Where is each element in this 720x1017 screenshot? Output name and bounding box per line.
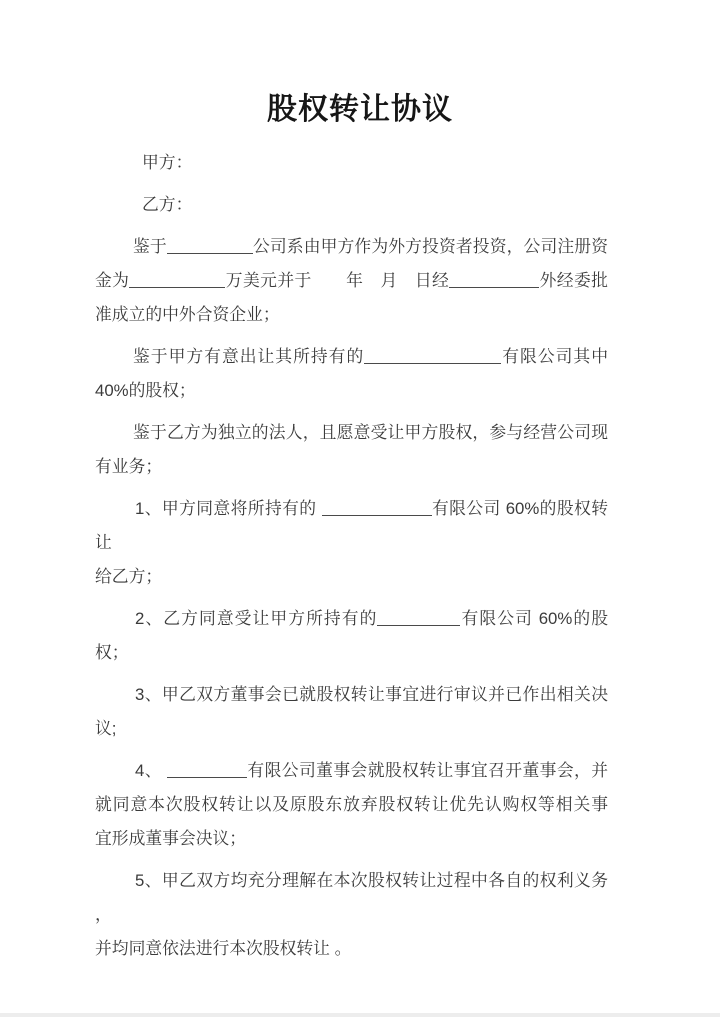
text-line: 议; <box>95 719 117 738</box>
clause-5 <box>95 864 608 966</box>
blank-underline <box>322 515 432 516</box>
party-a-line <box>95 146 608 180</box>
text-line: 权； <box>95 643 129 662</box>
text-line: 乙方： <box>142 195 193 214</box>
recital-2 <box>95 340 608 408</box>
text-line: 准成立的中外合资企业； <box>95 305 280 324</box>
text-line: 宜形成董事会决议； <box>95 829 247 848</box>
blank-underline <box>364 363 501 364</box>
text-line: 鉴于 公司系由甲方作为外方投资者投资，公司注册资 <box>133 237 608 256</box>
text-line: 甲方： <box>142 153 193 172</box>
text-line: 给乙方； <box>95 567 163 586</box>
text-line: 鉴于甲方有意出让其所持有的 有限公司其中 <box>133 347 608 366</box>
clause-1 <box>95 492 608 594</box>
text-line: 就同意本次股权转让以及原股东放弃股权转让优先认购权等相关事 <box>95 795 608 814</box>
text-line: 并均同意依法进行本次股权转让 。 <box>95 939 352 958</box>
blank-underline <box>449 287 539 288</box>
text-line: 有业务； <box>95 457 163 476</box>
clause-3 <box>95 678 608 746</box>
text-line: 4、 有限公司董事会就股权转让事宜召开董事会，并 <box>135 761 608 780</box>
party-b-line <box>95 188 608 222</box>
text-line: 3、甲乙双方董事会已就股权转让事宜进行审议并已作出相关决 <box>135 685 608 704</box>
clause-2 <box>95 602 608 670</box>
document-body <box>95 146 608 966</box>
text-line: 金为 万美元并于 年 月 日经 外经委批 <box>95 271 608 290</box>
text-line: 40%的股权； <box>95 381 196 400</box>
blank-underline <box>129 287 225 288</box>
blank-underline <box>167 777 247 778</box>
blank-underline <box>167 253 253 254</box>
text-line: 1、甲方同意将所持有的 有限公司 60%的股权转让 <box>95 499 608 552</box>
text-line: 鉴于乙方为独立的法人，且愿意受让甲方股权，参与经营公司现 <box>133 423 608 442</box>
blank-underline <box>377 625 460 626</box>
recital-1 <box>95 230 608 332</box>
recital-3 <box>95 416 608 484</box>
page-bottom-edge <box>0 1013 720 1017</box>
clause-4 <box>95 754 608 856</box>
text-line: 2、乙方同意受让甲方所持有的 有限公司 60%的股 <box>135 609 608 628</box>
text-line: 5、甲乙双方均充分理解在本次股权转让过程中各自的权利义务 ， <box>95 871 608 924</box>
document-title: 股权转让协议 <box>267 93 453 126</box>
